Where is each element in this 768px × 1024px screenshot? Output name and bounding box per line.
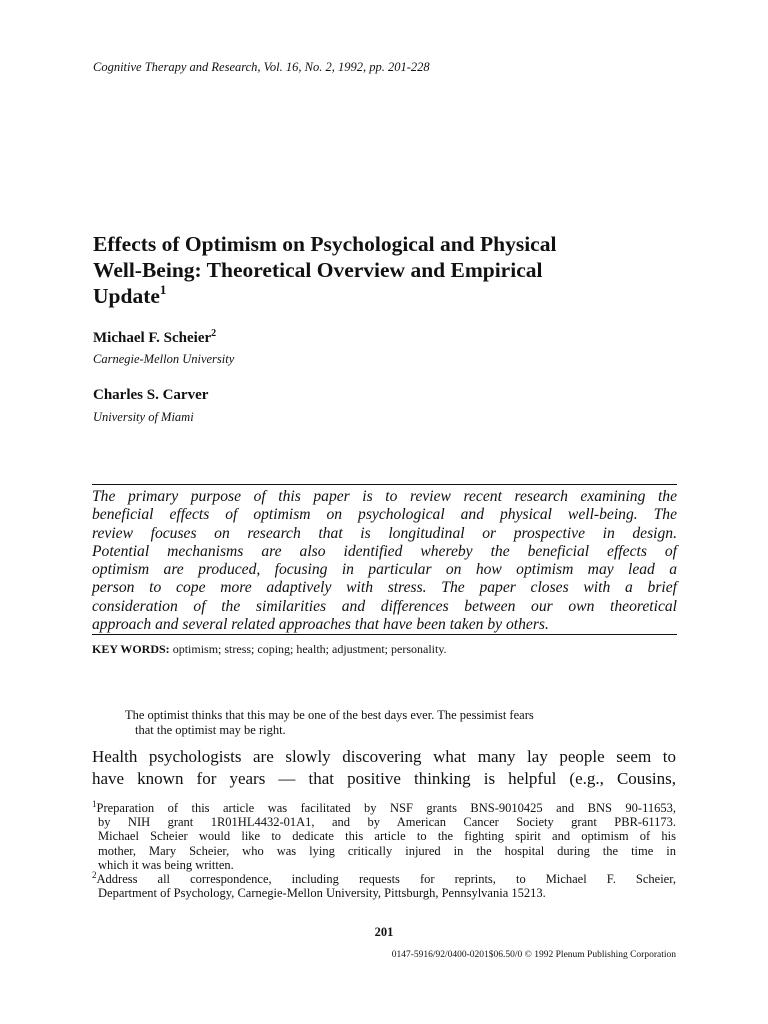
footnote-line: Michael Scheier would like to dedicate this article to the fighting spirit and optimism of his bbox=[98, 829, 676, 844]
footnote-line: $^1$Preparation of this article was facilitated by NSF grants BNS-9010425 and BNS 90-11653, bbox=[92, 799, 676, 815]
author-name: Charles S. Carver bbox=[93, 387, 209, 403]
abstract-bottom-rule bbox=[92, 634, 677, 635]
title-line: Update$^1$ bbox=[93, 282, 167, 308]
footnote-line: $^2$Address all correspondence, including requests for reprints, to Michael F. Scheier, bbox=[92, 870, 676, 887]
author-footnote-mark: 2 bbox=[211, 328, 217, 339]
abstract-line: review focuses on research that is longitudinal or prospective in design. bbox=[92, 524, 677, 542]
footnote-line: mother, Mary Scheier, who was lying critically injured in the hospital during the time in bbox=[98, 843, 676, 858]
epigraph-line: that the optimist may be right. bbox=[135, 722, 286, 737]
footnotes bbox=[92, 801, 676, 900]
abstract bbox=[92, 488, 677, 634]
abstract-line: approach and several related approaches that have been taken by others. bbox=[92, 616, 549, 634]
footnote-line: which it was being written. bbox=[98, 857, 234, 872]
copyright-line: 0147-5916/92/0400-0201$06.50/0 © 1992 Plenum Publishing Corporation bbox=[391, 950, 676, 960]
page-number: 201 bbox=[374, 925, 394, 939]
keywords-label: KEY WORDS: bbox=[92, 642, 170, 656]
body-text bbox=[92, 746, 676, 790]
abstract-line: The primary purpose of this paper is to review recent research examining the bbox=[92, 488, 677, 505]
journal-citation: Cognitive Therapy and Research, Vol. 16, No. 2, 1992, pp. 201-228 bbox=[93, 60, 430, 74]
keywords bbox=[92, 642, 447, 657]
keywords-text: optimism; stress; coping; health; adjustment; personality. bbox=[172, 642, 447, 656]
footnote-mark: 2 bbox=[92, 870, 97, 881]
abstract-line: Potential mechanisms are also identified whereby the beneficial effects of bbox=[92, 542, 677, 560]
title-line: Well-Being: Theoretical Overview and Empirical bbox=[93, 258, 543, 282]
epigraph-line: The optimist thinks that this may be one of the best days ever. The pessimist fears bbox=[125, 708, 534, 722]
epigraph bbox=[125, 708, 645, 737]
footnote-mark: 1 bbox=[92, 799, 97, 809]
title-footnote-mark: 1 bbox=[159, 282, 167, 297]
author-affiliation: Carnegie-Mellon University bbox=[93, 352, 235, 366]
body-line: Health psychologists are slowly discovering what many lay people seem to bbox=[92, 747, 676, 766]
abstract-top-rule bbox=[92, 484, 677, 485]
article-title bbox=[93, 231, 693, 309]
author-name: Michael F. Scheier$^2$ bbox=[93, 328, 217, 346]
abstract-line: person to cope more adaptively with stress. The paper closes with a brief bbox=[92, 579, 677, 597]
footnote-line: Department of Psychology, Carnegie-Mellon University, Pittsburgh, Pennsylvania 15213. bbox=[98, 886, 546, 901]
footnote-line: by NIH grant 1R01HL4432-01A1, and by American Cancer Society grant PBR-61173. bbox=[98, 815, 676, 830]
abstract-line: beneficial effects of optimism on psychological and physical well-being. The bbox=[92, 506, 677, 524]
abstract-line: consideration of the similarities and differences between our own theoretical bbox=[92, 597, 677, 615]
author-affiliation: University of Miami bbox=[93, 410, 194, 424]
abstract-line: optimism are produced, focusing in particular on how optimism may lead a bbox=[92, 561, 677, 579]
title-line: Effects of Optimism on Psychological and Physical bbox=[93, 232, 557, 256]
body-line: have known for years — that positive thinking is helpful (e.g., Cousins, bbox=[92, 769, 676, 788]
